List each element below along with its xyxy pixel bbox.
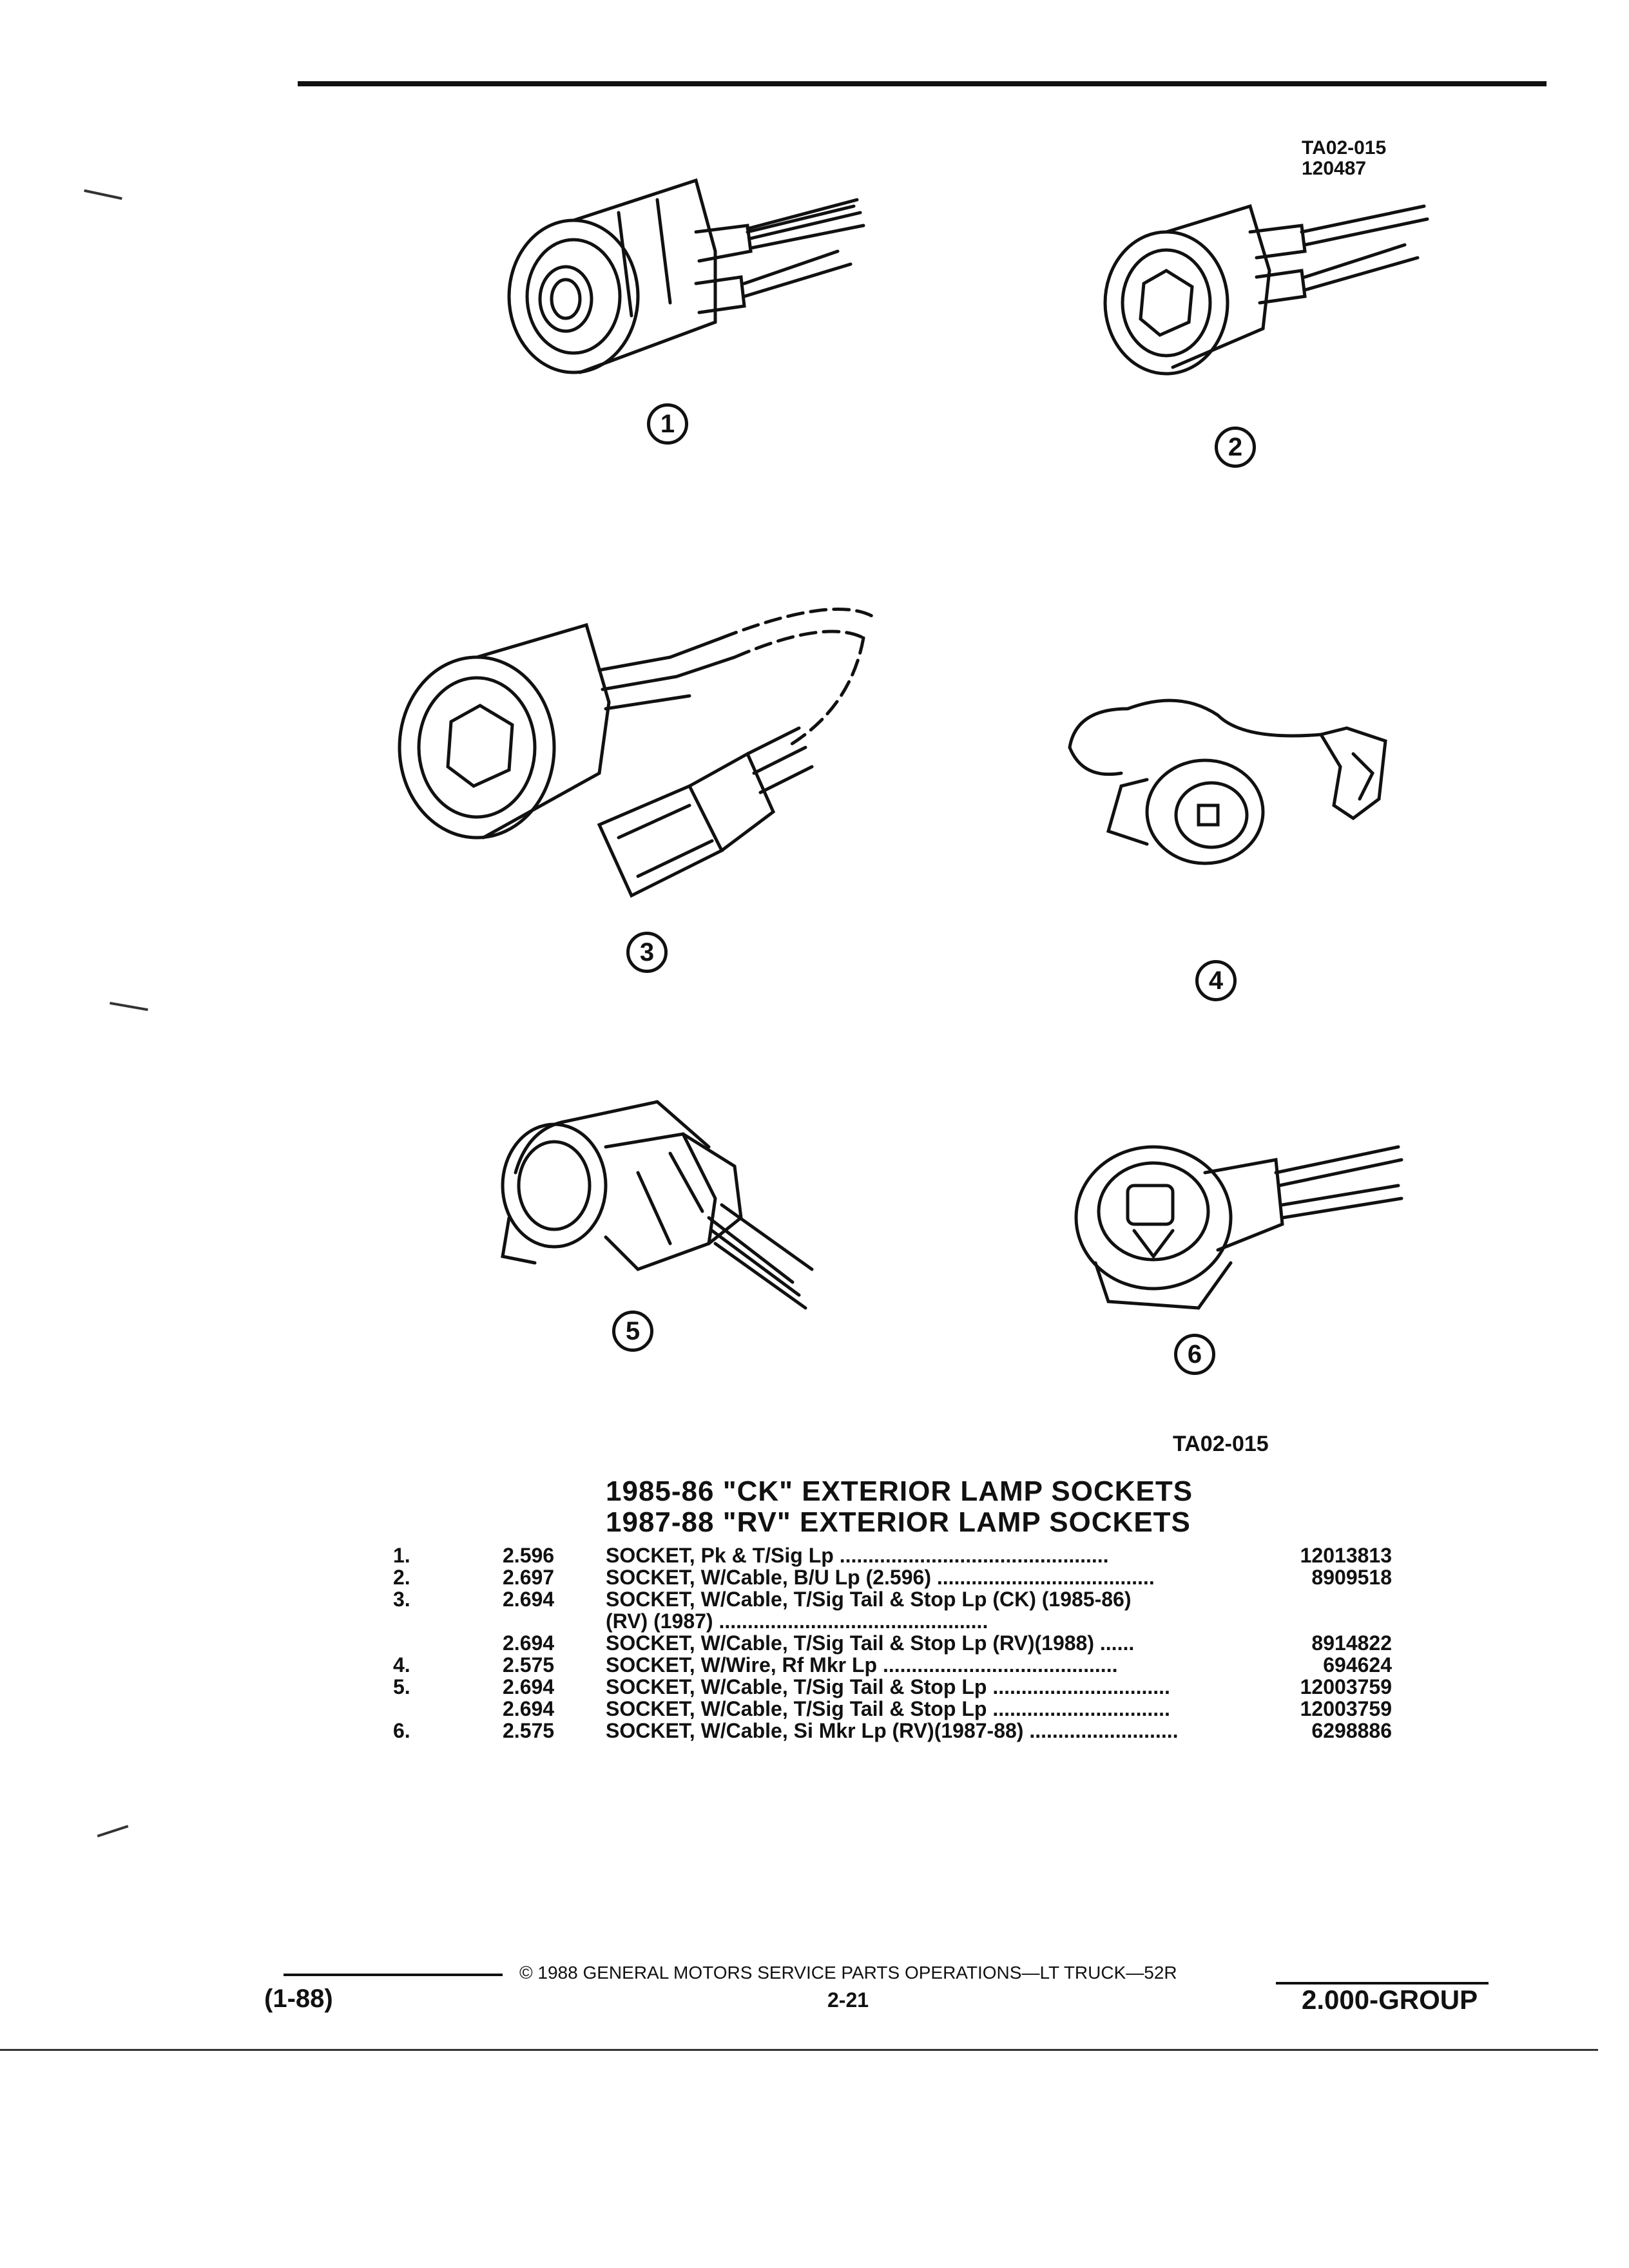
socket-illustration-2	[1095, 174, 1431, 406]
socket-illustration-6	[1070, 1121, 1405, 1314]
part-description: SOCKET, W/Cable, T/Sig Tail & Stop Lp (RV)(1988) ......	[606, 1631, 1135, 1655]
socket-illustration-4	[1050, 670, 1411, 876]
parts-row	[393, 1719, 1392, 1742]
part-number: 694624	[1323, 1653, 1392, 1677]
parts-row	[393, 1631, 1392, 1655]
item-index: 3.	[393, 1588, 410, 1611]
ref-code-text: TA02-015	[1302, 137, 1387, 159]
item-index: 6.	[393, 1719, 410, 1742]
group-number: 2.575	[503, 1719, 555, 1742]
parts-row	[393, 1675, 1392, 1698]
item-index: 4.	[393, 1653, 410, 1677]
part-description: (RV) (1987) ...............................................	[606, 1610, 988, 1633]
part-number: 12003759	[1300, 1697, 1392, 1720]
figure-caption-code: TA02-015	[1173, 1432, 1269, 1456]
parts-row	[393, 1610, 1392, 1633]
part-description: SOCKET, W/Cable, Si Mkr Lp (RV)(1987-88) ..........................	[606, 1719, 1179, 1742]
footer-rule-left	[284, 1974, 503, 1976]
parts-row	[393, 1653, 1392, 1677]
part-description: SOCKET, W/Wire, Rf Mkr Lp .........................................	[606, 1653, 1118, 1677]
callout-3: 3	[626, 932, 668, 973]
socket-illustration-3	[387, 580, 902, 915]
scan-mark	[97, 1825, 129, 1837]
group-number: 2.697	[503, 1566, 555, 1589]
item-index: 1.	[393, 1544, 410, 1567]
callout-2: 2	[1215, 427, 1256, 468]
part-description: SOCKET, W/Cable, T/Sig Tail & Stop Lp ...............................	[606, 1675, 1170, 1698]
socket-illustration-5	[490, 1089, 825, 1314]
group-number: 2.694	[503, 1697, 555, 1720]
group-number: 2.694	[503, 1631, 555, 1655]
part-number: 8909518	[1311, 1566, 1392, 1589]
section-title-rv: 1987-88 "RV" EXTERIOR LAMP SOCKETS	[606, 1506, 1191, 1538]
part-number: 6298886	[1311, 1719, 1392, 1742]
group-number: 2.575	[503, 1653, 555, 1677]
ref-date-text: 120487	[1302, 157, 1367, 179]
part-description: SOCKET, Pk & T/Sig Lp ...............................................	[606, 1544, 1109, 1567]
bottom-rule	[0, 2049, 1598, 2051]
callout-1: 1	[647, 403, 688, 445]
scan-mark	[84, 189, 122, 200]
footer-date: (1-88)	[264, 1984, 333, 2013]
scan-mark	[110, 1002, 148, 1011]
callout-5: 5	[612, 1311, 653, 1352]
group-number: 2.694	[503, 1675, 555, 1698]
part-description: SOCKET, W/Cable, T/Sig Tail & Stop Lp (CK) (1985-86)	[606, 1588, 1132, 1611]
part-description: SOCKET, W/Cable, T/Sig Tail & Stop Lp ...............................	[606, 1697, 1170, 1720]
footer-page-number: 2-21	[827, 1988, 869, 2012]
part-description: SOCKET, W/Cable, B/U Lp (2.596) ......................................	[606, 1566, 1155, 1589]
part-number: 12003759	[1300, 1675, 1392, 1698]
parts-row	[393, 1588, 1392, 1611]
part-number: 12013813	[1300, 1544, 1392, 1567]
parts-row	[393, 1544, 1392, 1567]
item-index: 2.	[393, 1566, 410, 1589]
group-number: 2.596	[503, 1544, 555, 1567]
parts-row	[393, 1697, 1392, 1720]
callout-4: 4	[1195, 960, 1237, 1001]
item-index: 5.	[393, 1675, 410, 1698]
section-title-ck: 1985-86 "CK" EXTERIOR LAMP SOCKETS	[606, 1475, 1193, 1507]
socket-illustration-1	[503, 155, 863, 412]
group-number: 2.694	[503, 1588, 555, 1611]
footer-copyright: © 1988 GENERAL MOTORS SERVICE PARTS OPERATIONS—LT TRUCK—52R	[519, 1963, 1177, 1983]
part-number: 8914822	[1311, 1631, 1392, 1655]
figure-ref-code	[1302, 138, 1386, 178]
parts-row	[393, 1566, 1392, 1589]
top-rule	[298, 81, 1547, 86]
footer-group: 2.000-GROUP	[1302, 1984, 1478, 2015]
callout-6: 6	[1174, 1334, 1215, 1375]
